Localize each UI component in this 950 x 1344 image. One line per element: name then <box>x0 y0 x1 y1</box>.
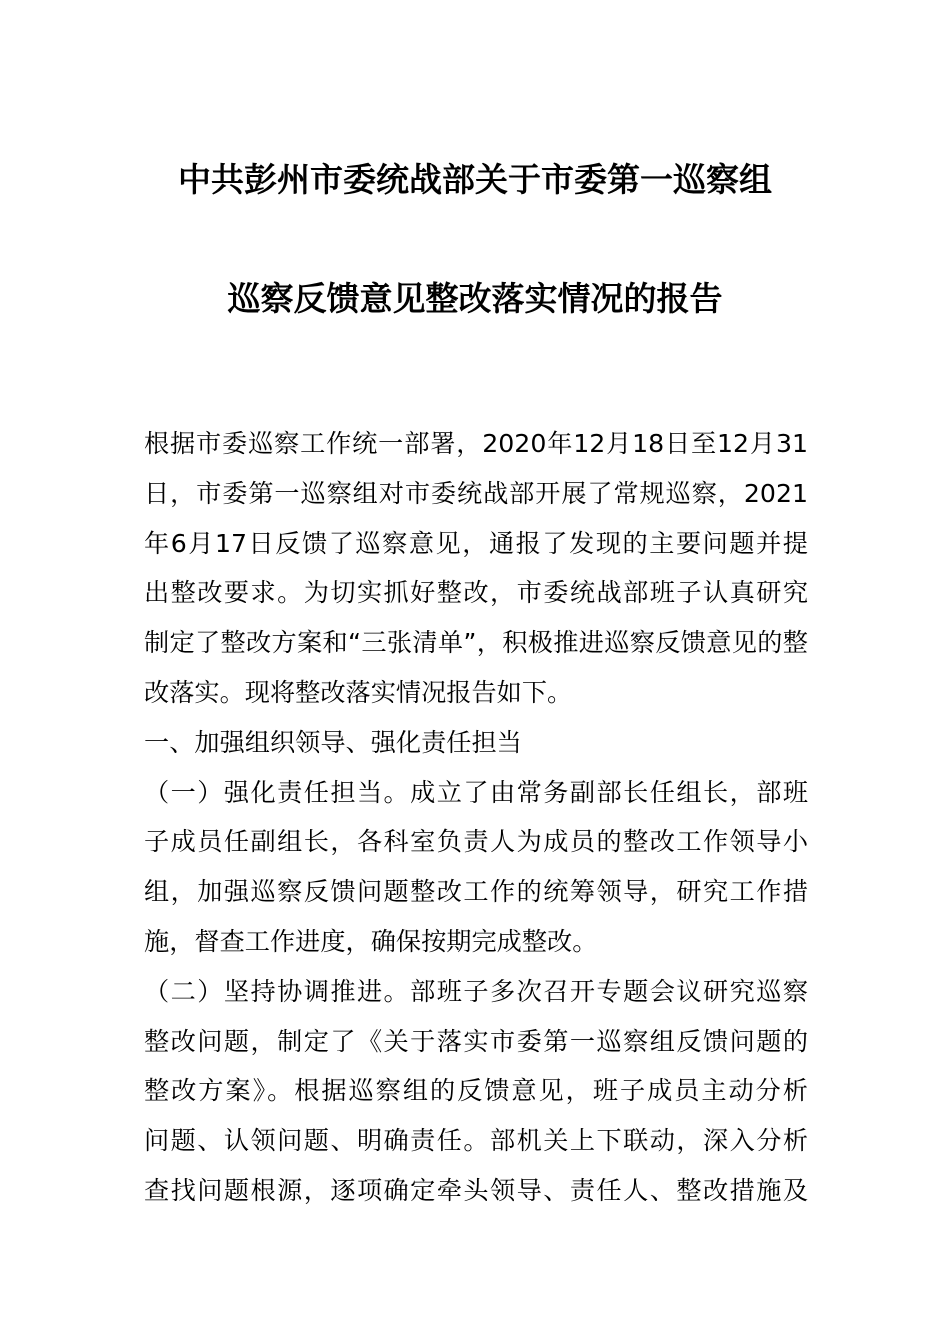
body-line: 施，督查工作进度，确保按期完成整改。 <box>144 926 598 956</box>
body-line: 组，加强巡察反馈问题整改工作的统筹领导，研究工作措 <box>144 877 808 907</box>
body-line: 问题、认领问题、明确责任。部机关上下联动，深入分析 <box>144 1126 808 1156</box>
body-line: 子成员任副组长，各科室负责人为成员的整改工作领导小 <box>144 827 808 857</box>
section-heading: 一、加强组织领导、强化责任担当 <box>144 727 522 757</box>
body-line: 日，市委第一巡察组对市委统战部开展了常规巡察，2021 <box>144 478 808 508</box>
body-line: （二）坚持协调推进。部班子多次召开专题会议研究巡察 <box>144 976 808 1006</box>
title-line-1: 中共彭州市委统战部关于市委第一巡察组 <box>178 160 772 199</box>
body-line: 查找问题根源，逐项确定牵头领导、责任人、整改措施及 <box>144 1175 808 1205</box>
body-line: 出整改要求。为切实抓好整改，市委统战部班子认真研究 <box>144 578 808 608</box>
body-line: 改落实。现将整改落实情况报告如下。 <box>144 677 573 707</box>
body-line: （一）强化责任担当。成立了由常务副部长任组长，部班 <box>144 777 808 807</box>
body-line: 制定了整改方案和“三张清单”，积极推进巡察反馈意见的整 <box>144 628 808 658</box>
body-line: 整改问题，制定了《关于落实市委第一巡察组反馈问题的 <box>144 1026 808 1056</box>
title-line-2: 巡察反馈意见整改落实情况的报告 <box>227 279 723 318</box>
body-text <box>144 419 808 1216</box>
body-line: 整改方案》。根据巡察组的反馈意见，班子成员主动分析 <box>144 1076 808 1106</box>
body-line: 年6月17日反馈了巡察意见，通报了发现的主要问题并提 <box>144 528 808 558</box>
body-line: 根据市委巡察工作统一部署，2020年12月18日至12月31 <box>144 429 808 458</box>
